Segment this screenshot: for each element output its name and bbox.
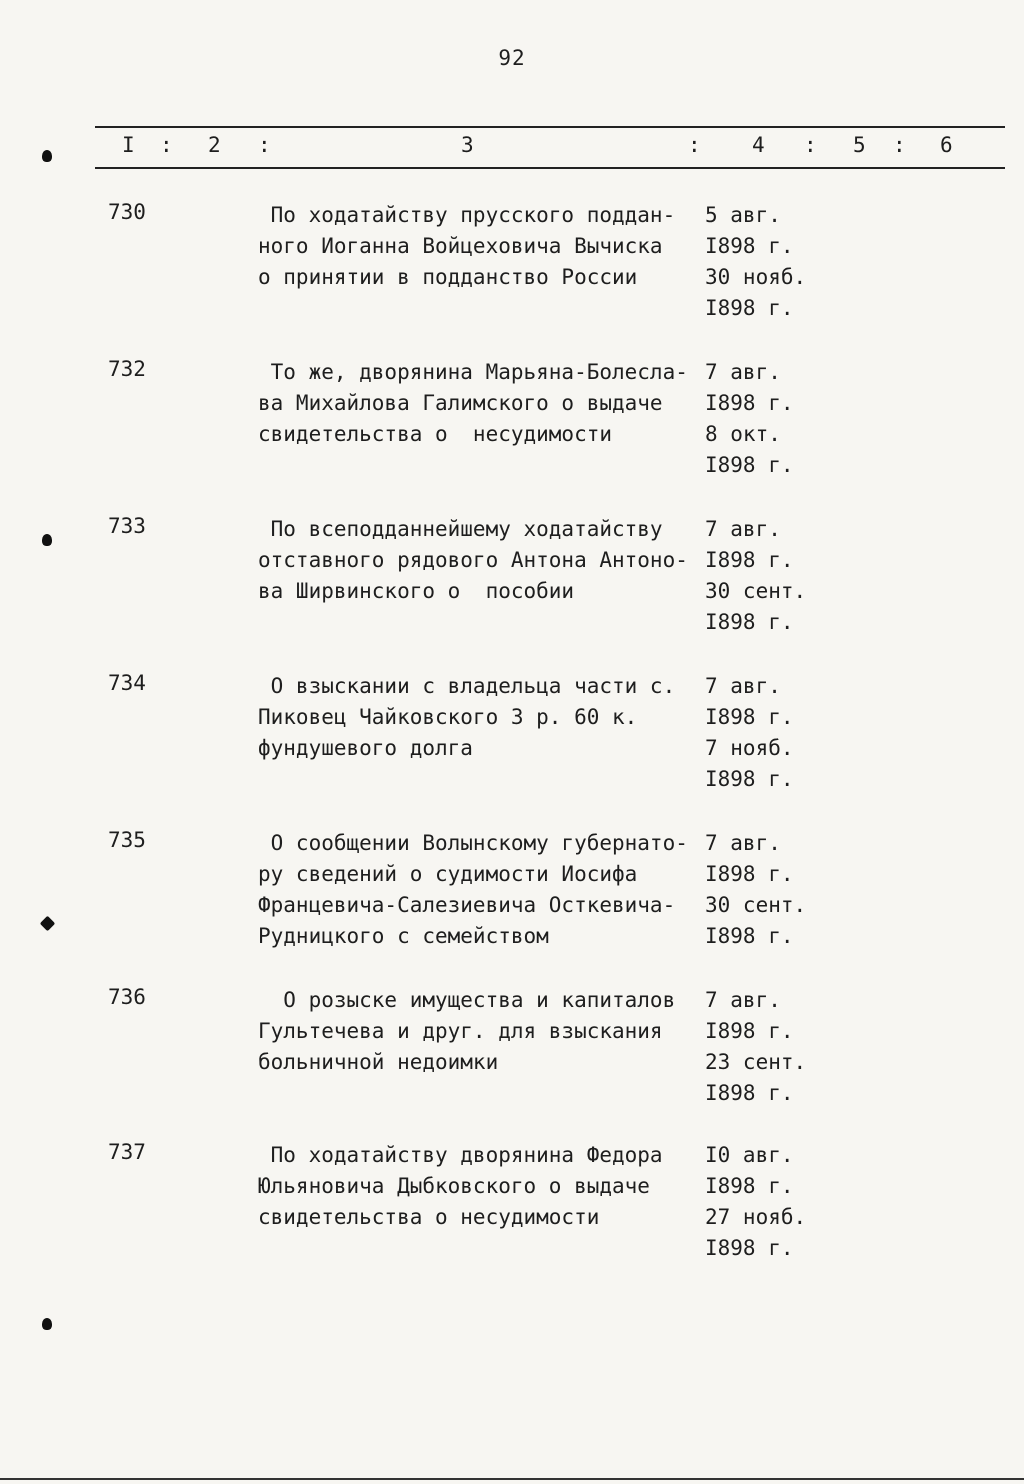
binder-hole-mark bbox=[42, 1318, 52, 1330]
entry-description: По ходатайству прусского поддан- ного Иоганна Войцеховича Вычиска о принятии в подданство России bbox=[258, 203, 676, 289]
page-number: 92 bbox=[498, 46, 526, 70]
entry-number: 736 bbox=[108, 985, 146, 1009]
header-separator: : bbox=[688, 133, 701, 157]
entry-number: 737 bbox=[108, 1140, 146, 1164]
page-bottom-edge bbox=[0, 1478, 1024, 1480]
entry-description: О взыскании с владельца части с. Пиковец Чайковского 3 р. 60 к. фундушевого долга bbox=[258, 674, 676, 760]
entry-dates: 7 авг. I898 г. 8 окт. I898 г. bbox=[705, 360, 794, 477]
header-separator: : bbox=[160, 133, 173, 157]
entry-dates: I0 авг. I898 г. 27 нояб. I898 г. bbox=[705, 1143, 807, 1260]
header-separator: : bbox=[804, 133, 817, 157]
entry-dates: 7 авг. I898 г. 30 сент. I898 г. bbox=[705, 831, 807, 948]
entry-description: То же, дворянина Марьяна-Болесла- ва Михайлова Галимского о выдаче свидетельства о несудимости bbox=[258, 360, 688, 446]
binder-hole-mark bbox=[42, 534, 52, 546]
entry-number: 733 bbox=[108, 514, 146, 538]
header-col-1: I bbox=[122, 133, 135, 157]
header-col-6: 6 bbox=[940, 133, 953, 157]
entry-number: 735 bbox=[108, 828, 146, 852]
header-col-5: 5 bbox=[853, 133, 866, 157]
entry-dates: 5 авг. I898 г. 30 нояб. I898 г. bbox=[705, 203, 807, 320]
header-separator: : bbox=[258, 133, 271, 157]
entry-description: О сообщении Волынскому губернато- ру сведений о судимости Иосифа Францевича-Салезиевича Осткевича- Рудницкого с семейством bbox=[258, 831, 688, 948]
header-col-3: 3 bbox=[461, 133, 474, 157]
binder-hole-mark bbox=[40, 916, 56, 932]
entry-number: 732 bbox=[108, 357, 146, 381]
header-col-2: 2 bbox=[208, 133, 221, 157]
entry-dates: 7 авг. I898 г. 30 сент. I898 г. bbox=[705, 517, 807, 634]
entry-number: 734 bbox=[108, 671, 146, 695]
entry-dates: 7 авг. I898 г. 7 нояб. I898 г. bbox=[705, 674, 794, 791]
header-top-rule bbox=[95, 126, 1005, 128]
header-bottom-rule bbox=[95, 167, 1005, 169]
entry-description: О розыске имущества и капиталов Гультечева и друг. для взыскания больничной недоимки bbox=[258, 988, 676, 1074]
header-col-4: 4 bbox=[752, 133, 765, 157]
entry-dates: 7 авг. I898 г. 23 сент. I898 г. bbox=[705, 988, 807, 1105]
entry-description: По ходатайству дворянина Федора Юльяновича Дыбковского о выдаче свидетельства о несудимости bbox=[258, 1143, 663, 1229]
entry-description: По всеподданнейшему ходатайству отставного рядового Антона Антоно- ва Ширвинского о пособии bbox=[258, 517, 688, 603]
entry-number: 730 bbox=[108, 200, 146, 224]
binder-hole-mark bbox=[42, 150, 52, 162]
header-separator: : bbox=[893, 133, 906, 157]
